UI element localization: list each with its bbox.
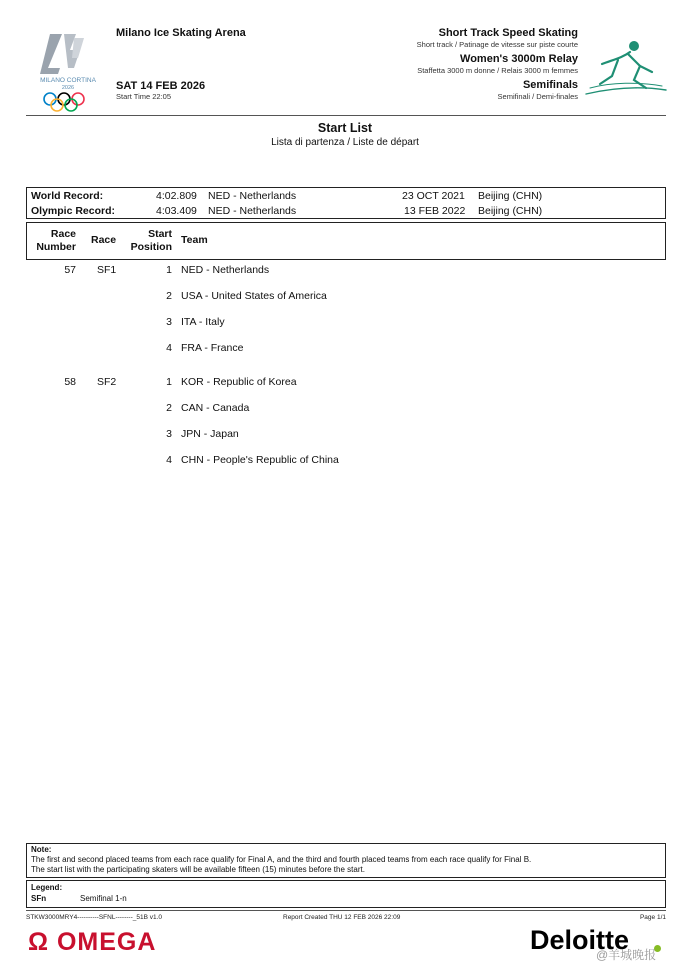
olympic-rings-icon <box>44 93 84 111</box>
sport-subtitle: Short track / Patinage de vitesse sur piste courte <box>416 40 578 49</box>
venue-name: Milano Ice Skating Arena <box>116 27 246 39</box>
milano-cortina-logo <box>28 28 108 114</box>
race-code: SF1 <box>97 264 117 276</box>
records-box <box>26 187 666 219</box>
page-subtitle: Lista di partenza / Liste de départ <box>271 137 419 148</box>
team-name: KOR - Republic of Korea <box>181 376 297 388</box>
team-name: NED - Netherlands <box>181 264 270 276</box>
col-start-position-2: Position <box>130 241 172 253</box>
start-position: 3 <box>166 316 172 328</box>
olympic-record-place: Beijing (CHN) <box>478 205 543 217</box>
note-line-1: The first and second placed teams from each race qualify for Final A, and the third and fourth placed teams from each race qualify for Final B. <box>31 855 532 864</box>
team-name: ITA - Italy <box>181 316 225 328</box>
team-name: FRA - France <box>181 342 244 354</box>
col-race-number-1: Race <box>50 228 76 240</box>
note-label: Note: <box>31 845 52 854</box>
note-line-2: The start list with the participating skaters will be available fifteen (15) minutes before the start. <box>31 865 365 874</box>
team-name: JPN - Japan <box>181 428 239 440</box>
report-created: Report Created THU 12 FEB 2026 22:09 <box>283 914 401 921</box>
col-start-position-1: Start <box>148 228 172 240</box>
watermark: @羊城晚报 <box>596 948 657 962</box>
start-position: 2 <box>166 290 172 302</box>
sport-name: Short Track Speed Skating <box>438 27 578 39</box>
col-team: Team <box>181 234 208 246</box>
event-subtitle: Staffetta 3000 m donne / Relais 3000 m femmes <box>417 66 578 75</box>
phase-name: Semifinals <box>522 79 578 91</box>
legend-description: Semifinal 1-n <box>80 894 127 903</box>
col-race-number-2: Number <box>36 241 76 253</box>
deloitte-logo: Deloitte <box>530 925 630 955</box>
start-position: 2 <box>166 402 172 414</box>
page-title: Start List <box>317 121 373 135</box>
header-divider <box>26 115 666 116</box>
omega-logo: Ω OMEGA <box>28 928 157 956</box>
race-number: 58 <box>64 376 76 388</box>
legend-label: Legend: <box>31 883 63 892</box>
world-record-place: Beijing (CHN) <box>478 190 543 202</box>
phase-subtitle: Semifinali / Demi-finales <box>497 92 578 101</box>
world-record-date: 23 OCT 2021 <box>402 190 465 202</box>
start-position: 3 <box>166 428 172 440</box>
games-year: 2026 <box>61 85 75 91</box>
olympic-record-date: 13 FEB 2022 <box>404 205 466 217</box>
event-name: Women's 3000m Relay <box>460 53 578 65</box>
start-position: 4 <box>166 454 172 466</box>
team-name: USA - United States of America <box>181 290 327 302</box>
olympic-record-team: NED - Netherlands <box>208 205 297 217</box>
footer-divider <box>26 910 666 911</box>
legend-code: SFn <box>31 894 47 903</box>
olympic-record-label: Olympic Record: <box>31 205 116 217</box>
world-record-label: World Record: <box>31 190 104 202</box>
event-date: SAT 14 FEB 2026 <box>116 80 206 92</box>
short-track-skater-pictogram-icon <box>582 38 668 98</box>
race-number: 57 <box>64 264 76 276</box>
start-position: 4 <box>166 342 172 354</box>
start-position: 1 <box>166 264 172 276</box>
team-name: CHN - People's Republic of China <box>181 454 339 466</box>
world-record-time: 4:02.809 <box>156 190 197 202</box>
games-emblem-icon <box>28 28 108 114</box>
race-code: SF2 <box>97 376 117 388</box>
world-record-team: NED - Netherlands <box>208 190 297 202</box>
col-race: Race <box>91 234 117 246</box>
start-position: 1 <box>166 376 172 388</box>
start-time: Start Time 22:05 <box>116 92 172 101</box>
games-logo-text: MILANO CORTINA <box>40 77 96 84</box>
document-code: STKW3000MRY4----------SFNL--------_51B v1.0 <box>26 914 163 921</box>
olympic-record-time: 4:03.409 <box>156 205 197 217</box>
page-number: Page 1/1 <box>639 914 666 921</box>
team-name: CAN - Canada <box>181 402 250 414</box>
